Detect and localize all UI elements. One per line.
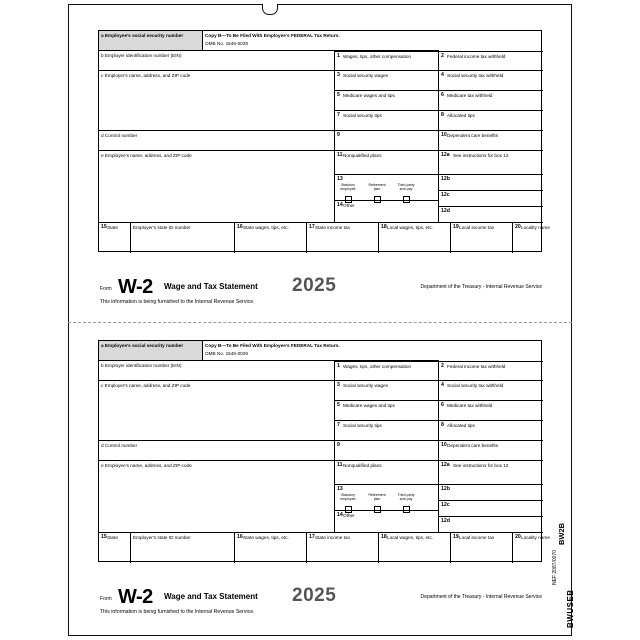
box-20-locality-name[interactable]: 20 Locality name bbox=[515, 223, 550, 230]
box-a-ssn-2: a Employee's social security number bbox=[99, 341, 203, 361]
box-6-medicare-tax[interactable]: 6 Medicare tax withheld bbox=[439, 91, 543, 111]
box-11-nonqualified[interactable]: 11 Nonqualified plans bbox=[335, 151, 439, 175]
page-right-margin bbox=[572, 0, 640, 640]
box-13-checkboxes[interactable]: 13 Statutory employee Retirement plan Third-party sick pay bbox=[335, 175, 439, 201]
box-e-employee[interactable]: e Employee's name, address, and ZIP code bbox=[99, 151, 335, 223]
box-c-employer[interactable]: c Employer's name, address, and ZIP code bbox=[99, 71, 335, 131]
box-18-local-wages-2[interactable]: 18 Local wages, tips, etc. bbox=[379, 533, 451, 563]
box-b-ein-2[interactable]: b Employer identification number (EIN) bbox=[99, 361, 335, 381]
box-1-wages[interactable]: 1 Wages, tips, other compensation bbox=[335, 51, 439, 71]
box-17-state-income-tax[interactable]: 17 State income tax bbox=[307, 223, 379, 253]
w2-form-copy-1 bbox=[98, 30, 550, 252]
box-12d-2[interactable]: 12d bbox=[439, 517, 543, 533]
form-word-label: Form bbox=[100, 286, 112, 292]
box-2-fed-tax-2[interactable]: 2 Federal income tax withheld bbox=[439, 361, 543, 381]
form-footer-1 bbox=[98, 272, 542, 318]
box-5-medicare-wages-2[interactable]: 5 Medicare wages and tips bbox=[335, 401, 439, 421]
treasury-label-2: Department of the Treasury - Internal Revenue Service bbox=[420, 594, 542, 600]
box-9[interactable]: 9 bbox=[335, 131, 439, 151]
box-12a[interactable]: 12a See instructions for box 12 bbox=[439, 151, 543, 175]
box-12a-2[interactable]: 12a See instructions for box 12 bbox=[439, 461, 543, 485]
tax-year-label-2: 2025 bbox=[292, 585, 337, 606]
box-12b[interactable]: 12b bbox=[439, 175, 543, 191]
box-11-nonqualified-2[interactable]: 11 Nonqualified plans bbox=[335, 461, 439, 485]
box-9-2[interactable]: 9 bbox=[335, 441, 439, 461]
perforation-line bbox=[68, 322, 572, 323]
checkbox-statutory-employee[interactable]: Statutory employee bbox=[337, 184, 359, 203]
box-19-local-income-tax[interactable]: 19 Local income tax bbox=[451, 223, 513, 253]
sheet-bottom-edge bbox=[68, 635, 572, 636]
page-left-margin bbox=[0, 0, 68, 640]
box-17-state-income-tax-2[interactable]: 17 State income tax bbox=[307, 533, 379, 563]
box-e-employee-2[interactable]: e Employee's name, address, and ZIP code bbox=[99, 461, 335, 533]
side-product-code: BW2B bbox=[557, 522, 566, 545]
box-19-local-income-tax-2[interactable]: 19 Local income tax bbox=[451, 533, 513, 563]
furnish-note: This information is being furnished to the Internal Revenue Service. bbox=[100, 299, 255, 305]
box-15-state[interactable]: 15 State bbox=[99, 223, 131, 253]
box-3-ss-wages-2[interactable]: 3 Social security wages bbox=[335, 381, 439, 401]
box-4-ss-tax-2[interactable]: 4 Social security tax withheld bbox=[439, 381, 543, 401]
box-15-employer-state-id-2[interactable]: Employer's state ID number bbox=[131, 533, 235, 563]
checkbox-third-party-sick-pay[interactable]: Third-party sick pay bbox=[395, 184, 417, 203]
checkbox-statutory-employee-2[interactable]: Statutory employee bbox=[337, 494, 359, 513]
box-2-fed-tax[interactable]: 2 Federal income tax withheld bbox=[439, 51, 543, 71]
box-16-state-wages-2[interactable]: 16 State wages, tips, etc. bbox=[235, 533, 307, 563]
box-12c-2[interactable]: 12c bbox=[439, 501, 543, 517]
box-15-employer-state-id[interactable]: Employer's state ID number bbox=[131, 223, 235, 253]
sheet-top-edge bbox=[68, 4, 572, 5]
box-20-locality-name-2[interactable]: 20 Locality name bbox=[515, 533, 550, 540]
copy-b-header-2: Copy B—To Be Filed With Employee's FEDERAL Tax Return. OMB No. 1545-0029 bbox=[203, 341, 439, 361]
box-8-allocated-tips-2[interactable]: 8 Allocated tips bbox=[439, 421, 543, 441]
box-10-dependent-care[interactable]: 10 Dependent care benefits bbox=[439, 131, 543, 151]
box-a-ssn: a Employee's social security number bbox=[99, 31, 203, 51]
box-14-other-2[interactable]: 14 Other bbox=[335, 511, 439, 533]
box-1-wages-2[interactable]: 1 Wages, tips, other compensation bbox=[335, 361, 439, 381]
checkbox-third-party-sick-pay-2[interactable]: Third-party sick pay bbox=[395, 494, 417, 513]
side-nef-code: NEF 2087/0070 bbox=[552, 549, 558, 585]
box-d-control[interactable]: d Control number bbox=[99, 131, 335, 151]
box-13-checkboxes-2[interactable]: 13 Statutory employee Retirement plan Third-party sick pay bbox=[335, 485, 439, 511]
form-number-label: W-2 bbox=[118, 276, 153, 298]
form-title-label: Wage and Tax Statement bbox=[164, 282, 258, 291]
box-c-employer-2[interactable]: c Employer's name, address, and ZIP code bbox=[99, 381, 335, 441]
box-b-ein[interactable]: b Employer identification number (EIN) bbox=[99, 51, 335, 71]
form-footer-2 bbox=[98, 582, 542, 628]
form-title-label-2: Wage and Tax Statement bbox=[164, 592, 258, 601]
box-12c[interactable]: 12c bbox=[439, 191, 543, 207]
box-4-ss-tax[interactable]: 4 Social security tax withheld bbox=[439, 71, 543, 91]
box-5-medicare-wages[interactable]: 5 Medicare wages and tips bbox=[335, 91, 439, 111]
box-18-local-wages[interactable]: 18 Local wages, tips, etc. bbox=[379, 223, 451, 253]
w2-box-grid-2 bbox=[98, 340, 550, 562]
w2-form-copy-2 bbox=[98, 340, 550, 562]
w2-box-grid bbox=[98, 30, 550, 252]
box-8-allocated-tips[interactable]: 8 Allocated tips bbox=[439, 111, 543, 131]
checkbox-retirement-plan-2[interactable]: Retirement plan bbox=[366, 494, 388, 513]
box-14-other[interactable]: 14 Other bbox=[335, 201, 439, 223]
box-12b-2[interactable]: 12b bbox=[439, 485, 543, 501]
box-3-ss-wages[interactable]: 3 Social security wages bbox=[335, 71, 439, 91]
form-word-label-2: Form bbox=[100, 596, 112, 602]
box-6-medicare-tax-2[interactable]: 6 Medicare tax withheld bbox=[439, 401, 543, 421]
furnish-note-2: This information is being furnished to the Internal Revenue Service. bbox=[100, 609, 255, 615]
tax-year-label: 2025 bbox=[292, 275, 337, 296]
box-7-ss-tips-2[interactable]: 7 Social security tips bbox=[335, 421, 439, 441]
box-16-state-wages[interactable]: 16 State wages, tips, etc. bbox=[235, 223, 307, 253]
form-number-label-2: W-2 bbox=[118, 586, 153, 608]
box-12d[interactable]: 12d bbox=[439, 207, 543, 223]
checkbox-retirement-plan[interactable]: Retirement plan bbox=[366, 184, 388, 203]
box-7-ss-tips[interactable]: 7 Social security tips bbox=[335, 111, 439, 131]
copy-b-header: Copy B—To Be Filed With Employee's FEDERAL Tax Return. OMB No. 1545-0029 bbox=[203, 31, 439, 51]
box-d-control-2[interactable]: d Control number bbox=[99, 441, 335, 461]
side-form-code: BWUSEB bbox=[566, 589, 575, 628]
box-10-dependent-care-2[interactable]: 10 Dependent care benefits bbox=[439, 441, 543, 461]
box-15-state-2[interactable]: 15 State bbox=[99, 533, 131, 563]
treasury-label: Department of the Treasury - Internal Revenue Service bbox=[420, 284, 542, 290]
